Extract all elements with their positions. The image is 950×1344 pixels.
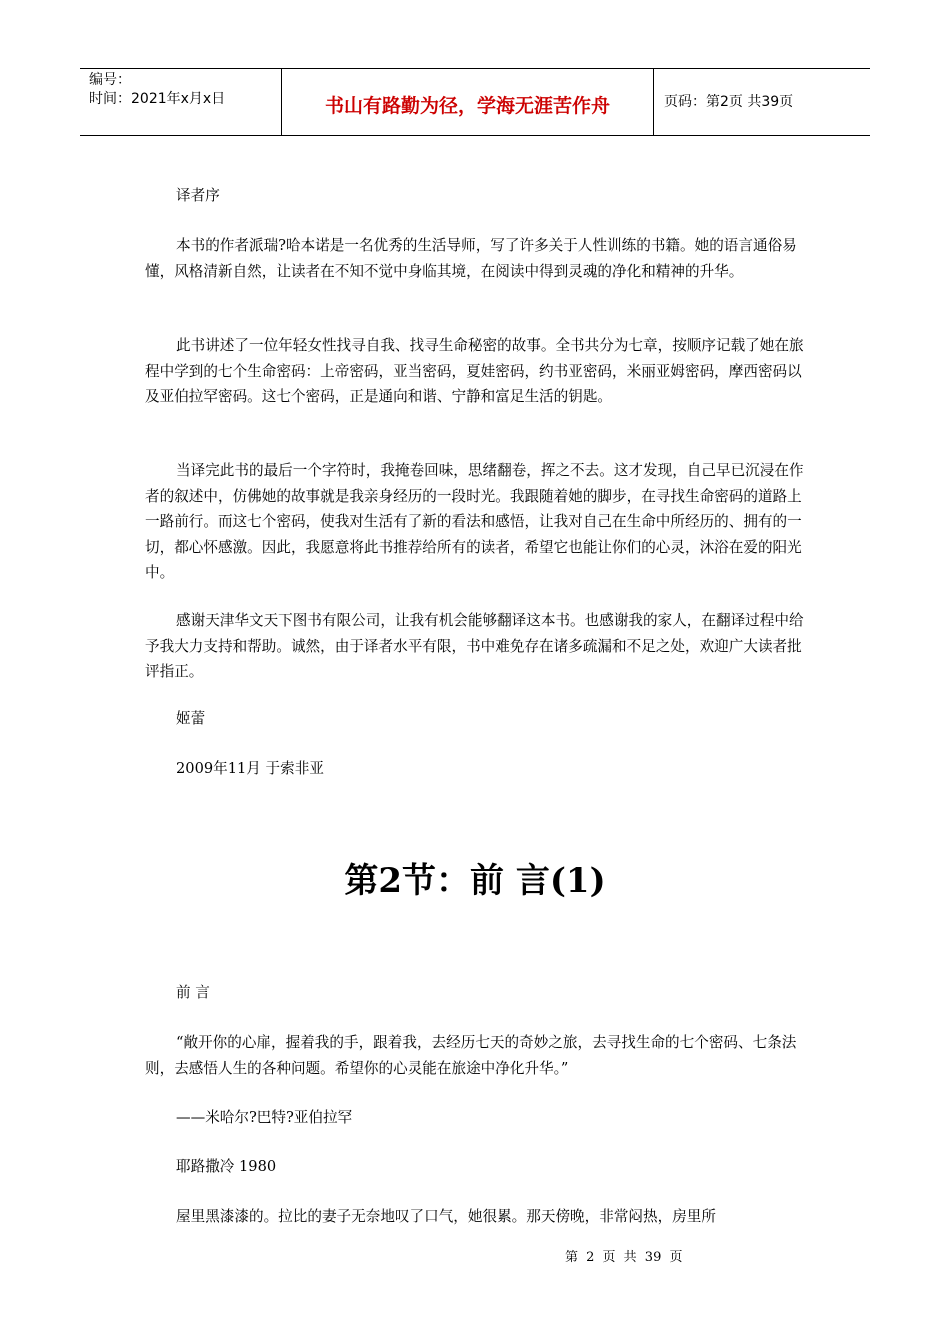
foreword-heading: 前 言 <box>176 984 210 1001</box>
signature-block <box>145 706 805 732</box>
opening-line: 屋里黑漆漆的。拉比的妻子无奈地叹了口气，她很累。那天傍晚，非常闷热，房里所 <box>176 1208 716 1225</box>
quote-attribution: ——米哈尔?巴特?亚伯拉罕 <box>176 1109 353 1126</box>
preface-paragraph <box>145 333 805 410</box>
section-title: 第2节：前 言(1) <box>344 861 606 901</box>
opening-block <box>145 1204 805 1230</box>
foreword-heading-block <box>145 980 805 1006</box>
time-label: 时间：2021年x月x日 <box>89 91 226 107</box>
header-motto: 书山有路勤为径，学海无涯苦作舟 <box>282 69 654 135</box>
attribution-block <box>145 1105 805 1131</box>
preface-paragraph <box>145 233 805 284</box>
preface-paragraph <box>145 608 805 685</box>
translator-signature: 姬蕾 <box>176 710 206 727</box>
preface-date: 2009年11月 于索非亚 <box>176 760 324 777</box>
date-block <box>145 756 805 782</box>
header-page-info: 页码：第2页 共39页 <box>664 94 794 110</box>
foreword-quote: “敞开你的心扉，握着我的手，跟着我，去经历七天的奇妙之旅，去寻找生命的七个密码、七条法则，去感悟人生的各种问题。希望你的心灵能在旅途中净化升华。” <box>145 1034 797 1077</box>
preface-heading-block <box>145 183 805 209</box>
page-footer: 第 2 页 共 39 页 <box>565 1250 683 1265</box>
foreword-quote-block <box>145 1030 805 1081</box>
header-meta-cell <box>80 69 282 135</box>
paragraph-text: 此书讲述了一位年轻女性找寻自我、找寻生命秘密的故事。全书共分为七章，按顺序记载了她在旅程中学到的七个生命密码：上帝密码，亚当密码，夏娃密码，约书亚密码，米丽亚姆密码，摩西密码以及亚伯拉罕密码。这七个密码，正是通向和谐、宁静和富足生活的钥匙。 <box>145 337 804 405</box>
number-label: 编号： <box>89 72 131 88</box>
header-table <box>80 68 870 136</box>
place-year-block <box>145 1154 805 1180</box>
place-year: 耶路撒冷 1980 <box>176 1158 277 1175</box>
paragraph-text: 本书的作者派瑞?哈本诺是一名优秀的生活导师，写了许多关于人性训练的书籍。她的语言通俗易懂，风格清新自然，让读者在不知不觉中身临其境，在阅读中得到灵魂的净化和精神的升华。 <box>145 237 797 280</box>
paragraph-text: 感谢天津华文天下图书有限公司，让我有机会能够翻译这本书。也感谢我的家人，在翻译过程中给予我大力支持和帮助。诚然，由于译者水平有限，书中难免存在诸多疏漏和不足之处，欢迎广大读者批评指正。 <box>145 612 804 680</box>
preface-paragraph <box>145 458 805 586</box>
preface-heading: 译者序 <box>176 187 220 204</box>
paragraph-text: 当译完此书的最后一个字符时，我掩卷回味，思绪翻卷，挥之不去。这才发现，自己早已沉浸在作者的叙述中，仿佛她的故事就是我亲身经历的一段时光。我跟随着她的脚步，在寻找生命密码的道路上一路前行。而这七个密码，使我对生活有了新的看法和感悟，让我对自己在生命中所经历的、拥有的一切，都心怀感激。因此，我愿意将此书推荐给所有的读者，希望它也能让你们的心灵，沐浴在爱的阳光中。 <box>145 462 804 581</box>
